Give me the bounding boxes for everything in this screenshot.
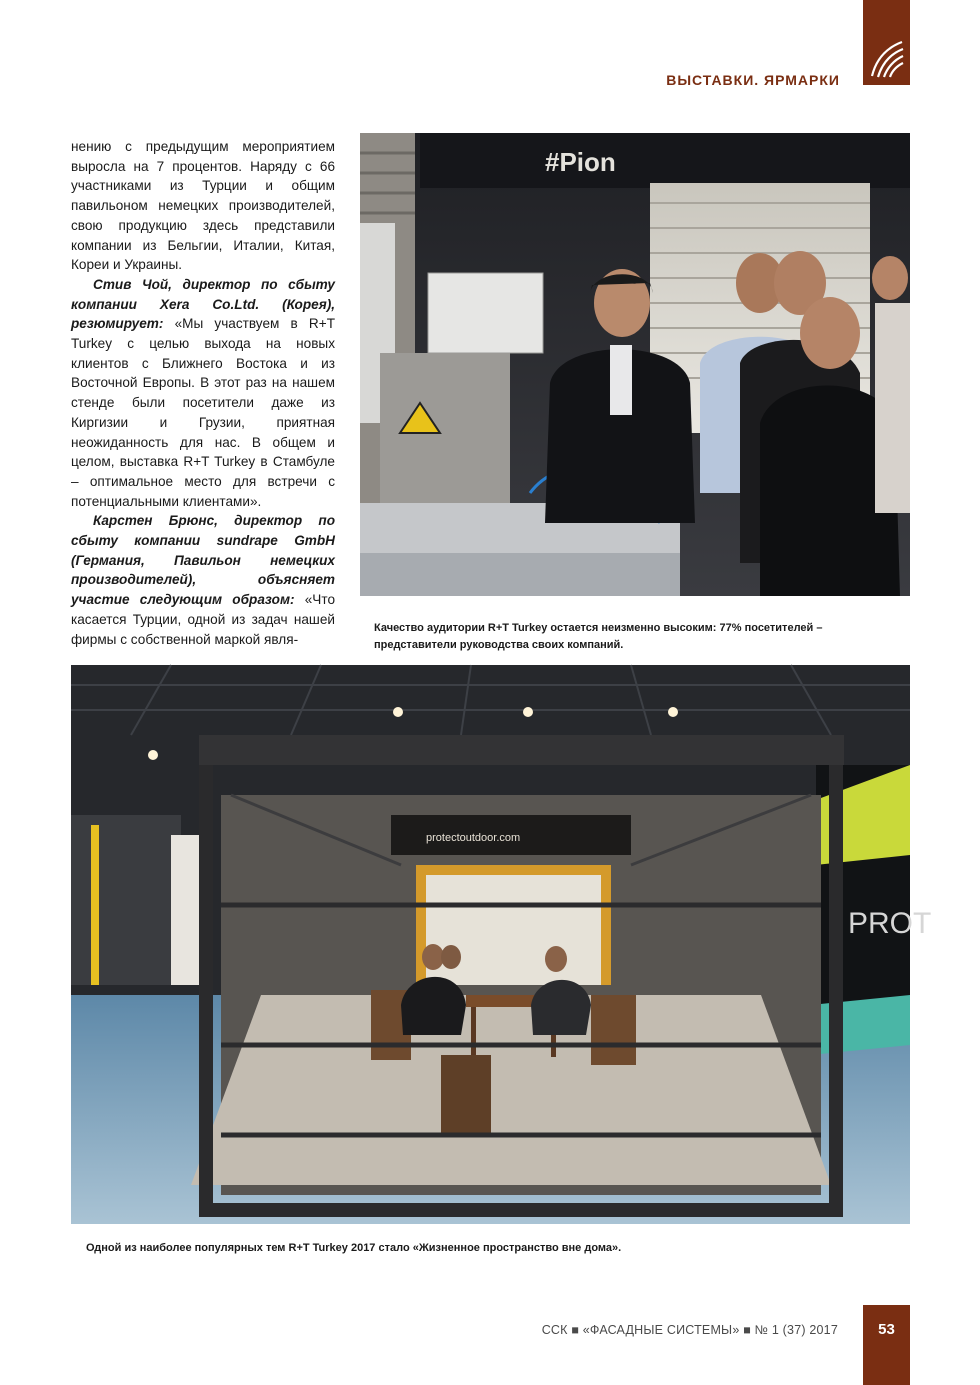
quote-lead-bruens: Карстен Брюнс, директор по сбыту компании sundrape GmbH (Германия, Павильон немецких производителей), объясняет участие следующим образом: <box>71 513 335 608</box>
journal-footer: ССК ■ «ФАСАДНЫЕ СИСТЕМЫ» ■ № 1 (37) 2017 <box>541 1323 838 1337</box>
photo-outdoor-pavilion <box>71 665 932 1224</box>
quote-text-choi: «Мы участвуем в R+T Turkey с целью выхода на новых клиентов с Ближнего Востока и из Восточной Европы. В этот раз на нашем стенде были посетители даже из Киргизии и Грузии, приятная неожиданность для нас. В общем и целом, выставка R+T Turkey в Стамбуле – оптимальное место для встречи с потенциальными клиентами». <box>71 316 335 509</box>
photo-bottom-caption: Одной из наиболее популярных тем R+T Turkey 2017 стало «Жизненное пространство вне дома». <box>86 1242 622 1254</box>
section-title: ВЫСТАВКИ. ЯРМАРКИ <box>666 72 840 88</box>
photo-visitors-at-booth <box>360 133 910 596</box>
article-body <box>71 137 335 649</box>
article-paragraph-1: нению с предыдущим мероприятием выросла на 7 процентов. Наряду с 66 участниками из Турции и общим павильоном немецких производителей, свою продукцию здесь представили компании из Бельгии, Италии, Китая, Кореи и Украины. <box>71 139 335 273</box>
booth-sign-prot: PROT <box>848 907 932 940</box>
quote-text-bruens: «Что касается Турции, одной из задач нашей фирмы с собственной маркой явля- <box>71 592 335 647</box>
wave-lines-logo-icon <box>870 40 904 78</box>
page-number: 53 <box>878 1321 895 1338</box>
page-number-tab <box>863 1305 910 1385</box>
article-paragraph-2 <box>71 275 335 511</box>
booth-sign-protectoutdoor: protectoutdoor.com <box>426 832 521 844</box>
brand-tab <box>863 0 910 85</box>
photo-top-caption: Качество аудитории R+T Turkey остается неизменно высоким: 77% посетителей – представители руководства своих компаний. <box>374 622 823 651</box>
quote-lead-choi: Стив Чой, директор по сбыту компании Xera Co.Ltd. (Корея), резюмирует: <box>71 276 335 332</box>
article-paragraph-3 <box>71 511 335 649</box>
booth-sign-pion: #Pion <box>545 147 616 177</box>
